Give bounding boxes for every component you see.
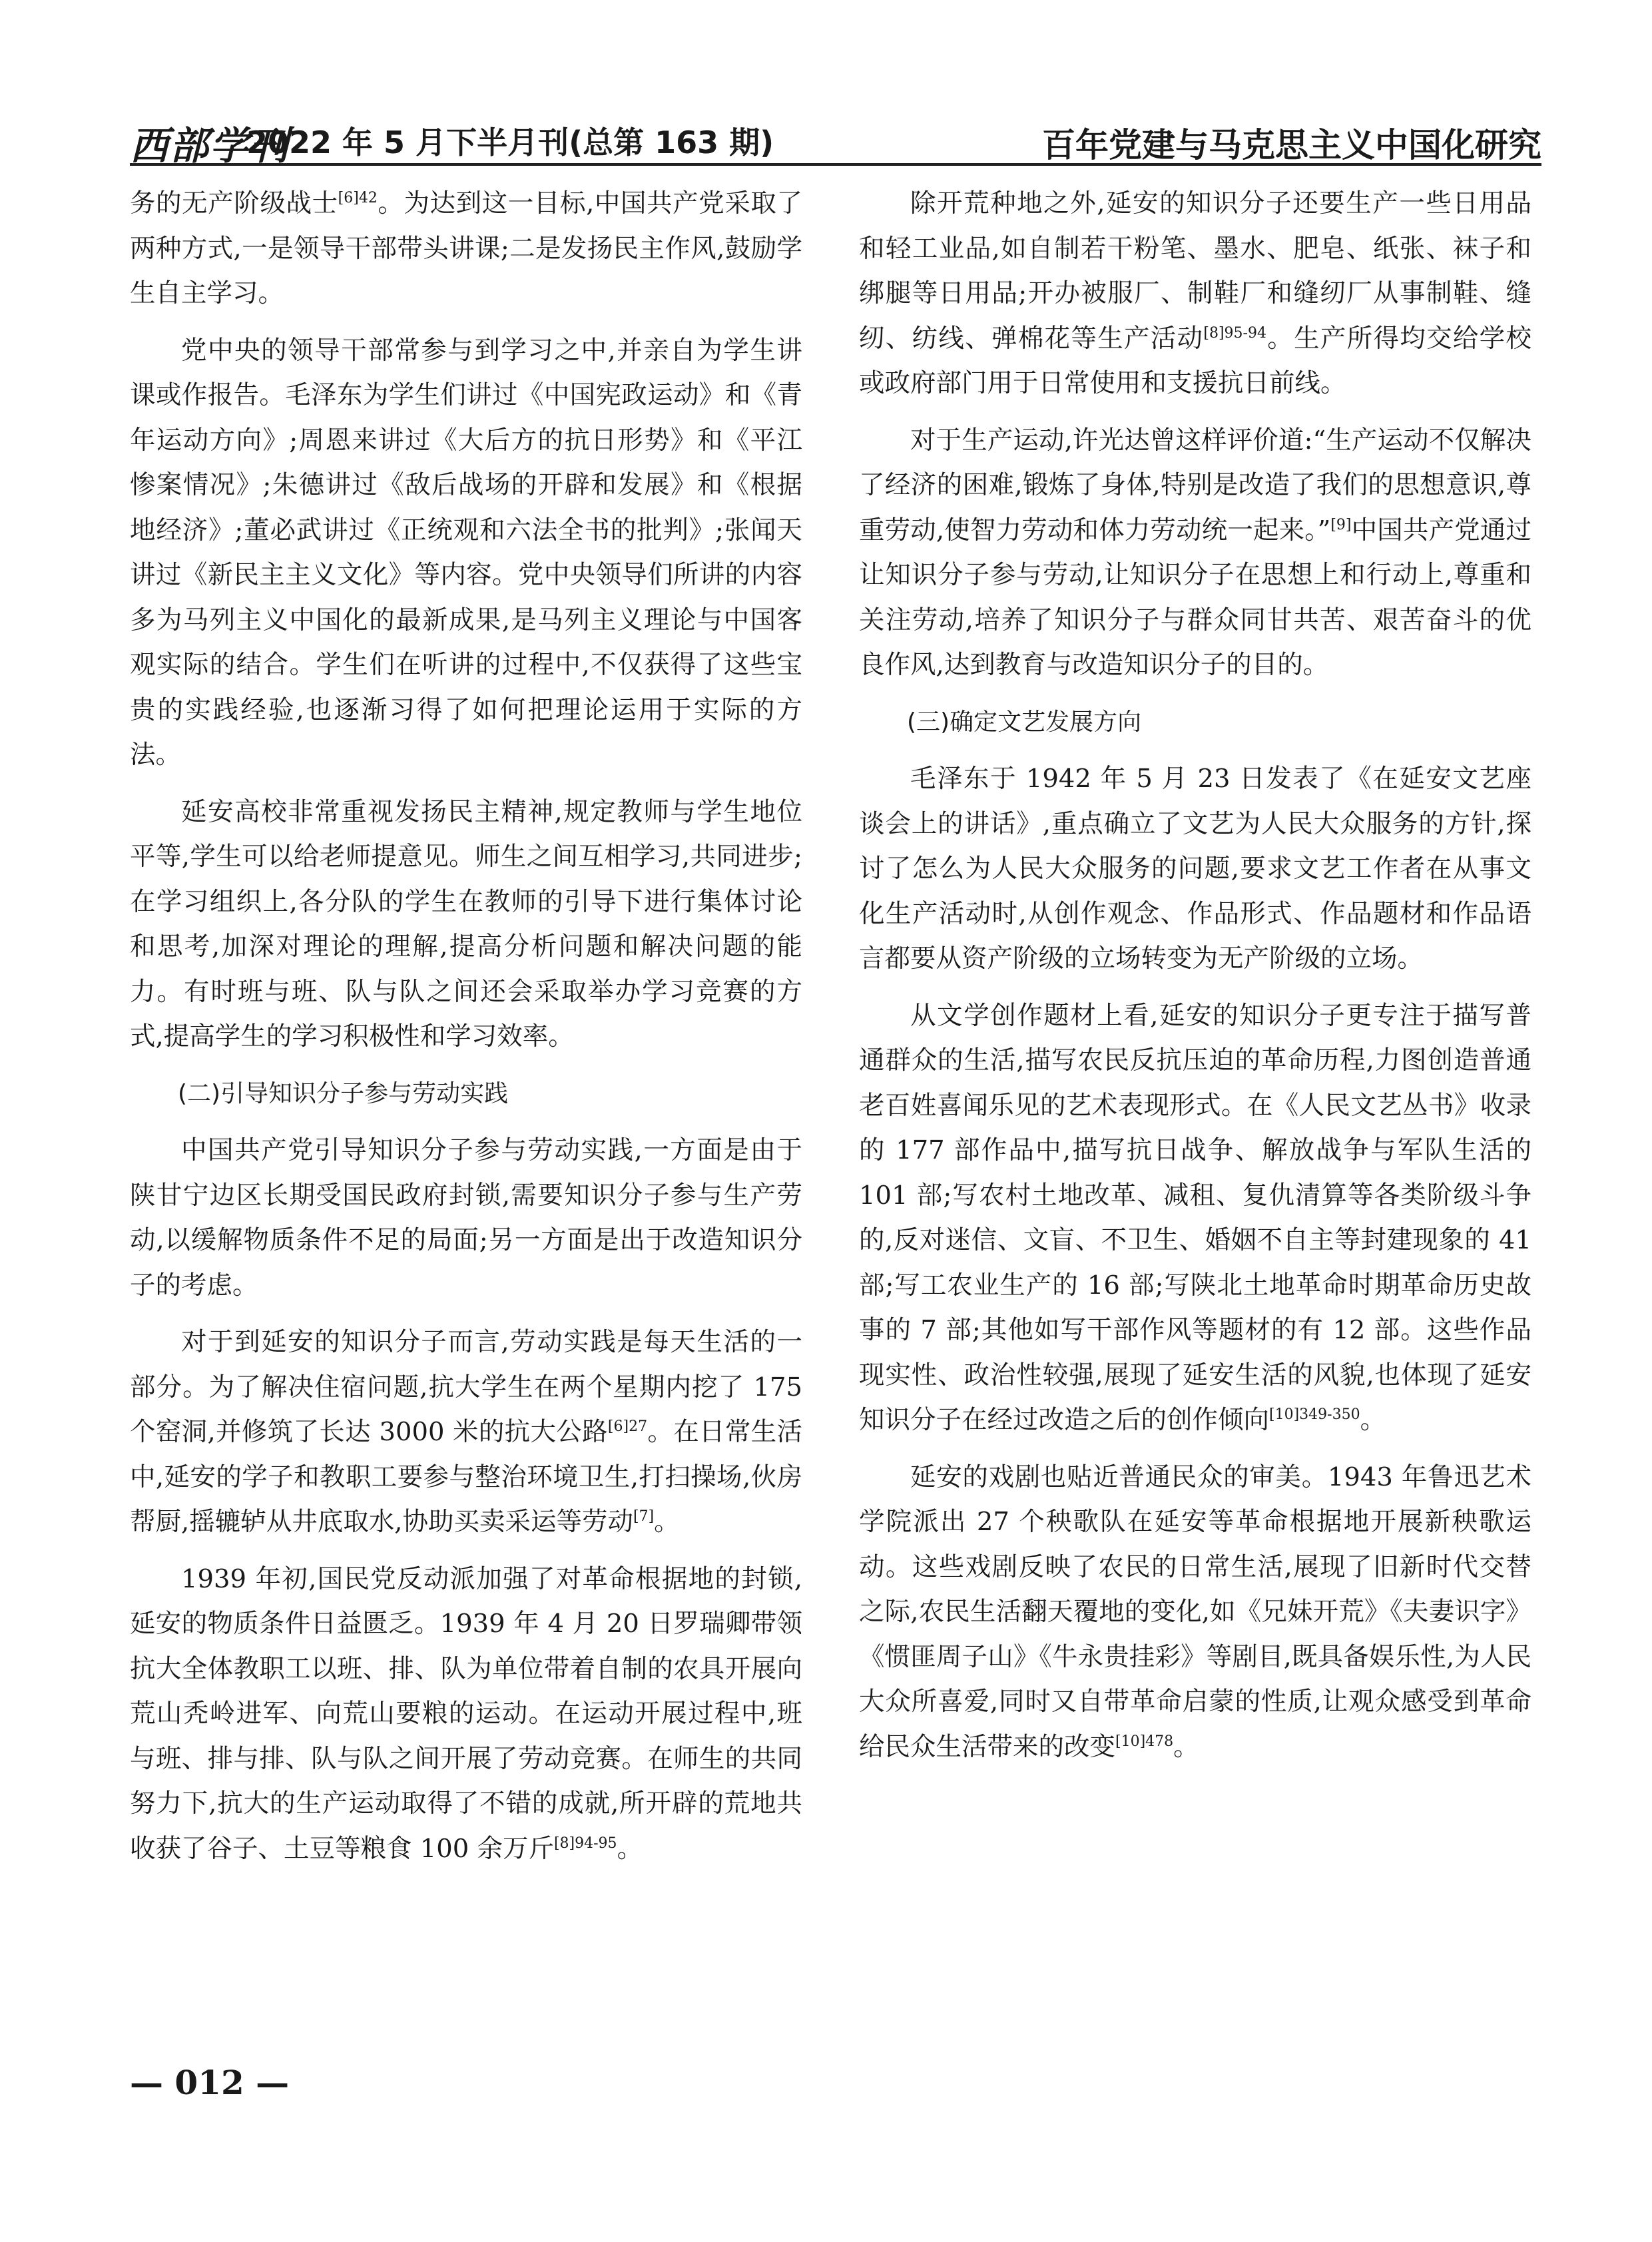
page-number: — 012 —	[130, 2063, 290, 2102]
citation: [10]349-350	[1269, 1406, 1360, 1424]
text-run: 。	[617, 1833, 643, 1864]
citation: [8]95-94	[1203, 324, 1266, 342]
citation: [8]94-95	[553, 1834, 617, 1852]
text-run: 。为达到这一目标,中国共产党采取了两种方式,一是领导干部带头讲课;二是发扬民主作风,鼓励学生自主学习。	[130, 188, 802, 308]
text-run: 。生产所得均交给学校或政府部门用于日常使用和支援抗日前线。	[859, 323, 1531, 398]
issue-info: 2022 年 5 月下半月刊(总第 163 期)	[246, 125, 774, 160]
paragraph	[859, 418, 1531, 688]
paragraph: 毛泽东于 1942 年 5 月 23 日发表了《在延安文艺座谈会上的讲话》,重点确立了文艺为人民大众服务的方针,探讨了怎么为人民大众服务的问题,要求文艺工作者在从事文化生产活动时,从创作观念、作品形式、作品题材和作品语言都要从资产阶级的立场转变为无产阶级的立场。	[859, 764, 1531, 974]
text-run: 延安的戏剧也贴近普通民众的审美。1943 年鲁迅艺术学院派出 27 个秧歌队在延安等革命根据地开展新秧歌运动。这些戏剧反映了农民的日常生活,展现了旧新时代交替之际,农民生活翻天覆地的变化,如《兄妹开荒》《夫妻识字》《惯匪周子山》《牛永贵挂彩》等剧目,既具备娱乐性,为人民大众所喜爱,同时又自带革命启蒙的性质,让观众感受到革命给民众生活带来的改变	[859, 1462, 1531, 1762]
running-header	[130, 100, 1541, 166]
text-run: 中国共产党通过让知识分子参与劳动,让知识分子在思想上和行动上,尊重和关注劳动,培养了知识分子与群众同甘共苦、艰苦奋斗的优良作风,达到教育与改造知识分子的目的。	[859, 515, 1531, 680]
paragraph	[859, 1455, 1531, 1770]
text-run: 。在日常生活中,延安的学子和教职工要参与整治环境卫生,打扫操场,伙房帮厨,摇辘轳从井底取水,协助买卖采运等劳动	[130, 1417, 802, 1537]
paragraph: 中国共产党引导知识分子参与劳动实践,一方面是由于陕甘宁边区长期受国民政府封锁,需要知识分子参与生产劳动,以缓解物质条件不足的局面;另一方面是出于改造知识分子的考虑。	[130, 1135, 802, 1300]
subheading: (二)引导知识分子参与劳动实践	[178, 1079, 509, 1107]
citation: [9]	[1330, 516, 1352, 533]
journal-logo: 西部学刊	[130, 123, 290, 168]
text-run: 。	[1173, 1731, 1199, 1762]
text-run: 1939 年初,国民党反动派加强了对革命根据地的封锁,延安的物质条件日益匮乏。1939 年 4 月 20 日罗瑞卿带领抗大全体教职工以班、排、队为单位带着自制的农具开展向荒山秃岭进军、向荒山要粮的运动。在运动开展过程中,班与班、排与排、队与队之间开展了劳动竞赛。在师生的共同努力下,抗大的生产运动取得了不错的成就,所开辟的荒地共收获了谷子、土豆等粮食 100 余万斤	[130, 1563, 802, 1864]
left-column	[130, 181, 802, 1871]
right-column	[859, 181, 1531, 1769]
text-run: 对于到延安的知识分子而言,劳动实践是每天生活的一部分。为了解决住宿问题,抗大学生在两个星期内挖了 175 个窑洞,并修筑了长达 3000 米的抗大公路	[130, 1327, 802, 1447]
paragraph	[130, 181, 802, 316]
text-run: 。	[1360, 1405, 1386, 1435]
citation: [6]27	[607, 1418, 648, 1436]
citation: [7]	[633, 1508, 655, 1526]
paragraph: 延安高校非常重视发扬民主精神,规定教师与学生地位平等,学生可以给老师提意见。师生之间互相学习,共同进步;在学习组织上,各分队的学生在教师的引导下进行集体讨论和思考,加深对理论的理解,提高分析问题和解决问题的能力。有时班与班、队与队之间还会采取举办学习竞赛的方式,提高学生的学习积极性和学习效率。	[130, 796, 802, 1051]
text-run: 。	[654, 1507, 680, 1537]
paragraph: 党中央的领导干部常参与到学习之中,并亲自为学生讲课或作报告。毛泽东为学生们讲过《中国宪政运动》和《青年运动方向》;周恩来讲过《大后方的抗日形势》和《平江惨案情况》;朱德讲过《敌后战场的开辟和发展》和《根据地经济》;董必武讲过《正统观和六法全书的批判》;张闻天讲过《新民主主义文化》等内容。党中央领导们所讲的内容多为马列主义中国化的最新成果,是马列主义理论与中国客观实际的结合。学生们在听讲的过程中,不仅获得了这些宝贵的实践经验,也逐渐习得了如何把理论运用于实际的方法。	[130, 335, 802, 770]
citation: [10]478	[1115, 1733, 1174, 1750]
text-run: 务的无产阶级战士	[130, 188, 338, 218]
text-run: 从文学创作题材上看,延安的知识分子更专注于描写普通群众的生活,描写农民反抗压迫的革命历程,力图创造普通老百姓喜闻乐见的艺术表现形式。在《人民文艺丛书》收录的 177 部作品中,描写抗日战争、解放战争与军队生活的 101 部;写农村土地改革、减租、复仇清算等各类阶级斗争的,反对迷信、文盲、不卫生、婚姻不自主等封建现象的 41 部;写工农业生产的 16 部;写陕北土地革命时期革命历史故事的 7 部;其他如写干部作风等题材的有 12 部。这些作品现实性、政治性较强,展现了延安生活的风貌,也体现了延安知识分子在经过改造之后的创作倾向	[859, 1000, 1531, 1435]
section-title: 百年党建与马克思主义中国化研究	[1042, 126, 1541, 164]
text-run: 对于生产运动,许光达曾这样评价道:“生产运动不仅解决了经济的困难,锻炼了身体,特别是改造了我们的思想意识,尊重劳动,使智力劳动和体力劳动统一起来。”	[859, 425, 1531, 545]
paragraph	[130, 1557, 802, 1872]
text-run: 除开荒种地之外,延安的知识分子还要生产一些日用品和轻工业品,如自制若干粉笔、墨水、肥皂、纸张、袜子和绑腿等日用品;开办被服厂、制鞋厂和缝纫厂从事制鞋、缝纫、纺线、弹棉花等生产活动	[859, 188, 1531, 354]
paragraph	[859, 993, 1531, 1443]
paragraph	[859, 181, 1531, 406]
citation: [6]42	[338, 190, 378, 207]
paragraph	[130, 1320, 802, 1545]
subheading: (三)确定文艺发展方向	[907, 708, 1142, 736]
